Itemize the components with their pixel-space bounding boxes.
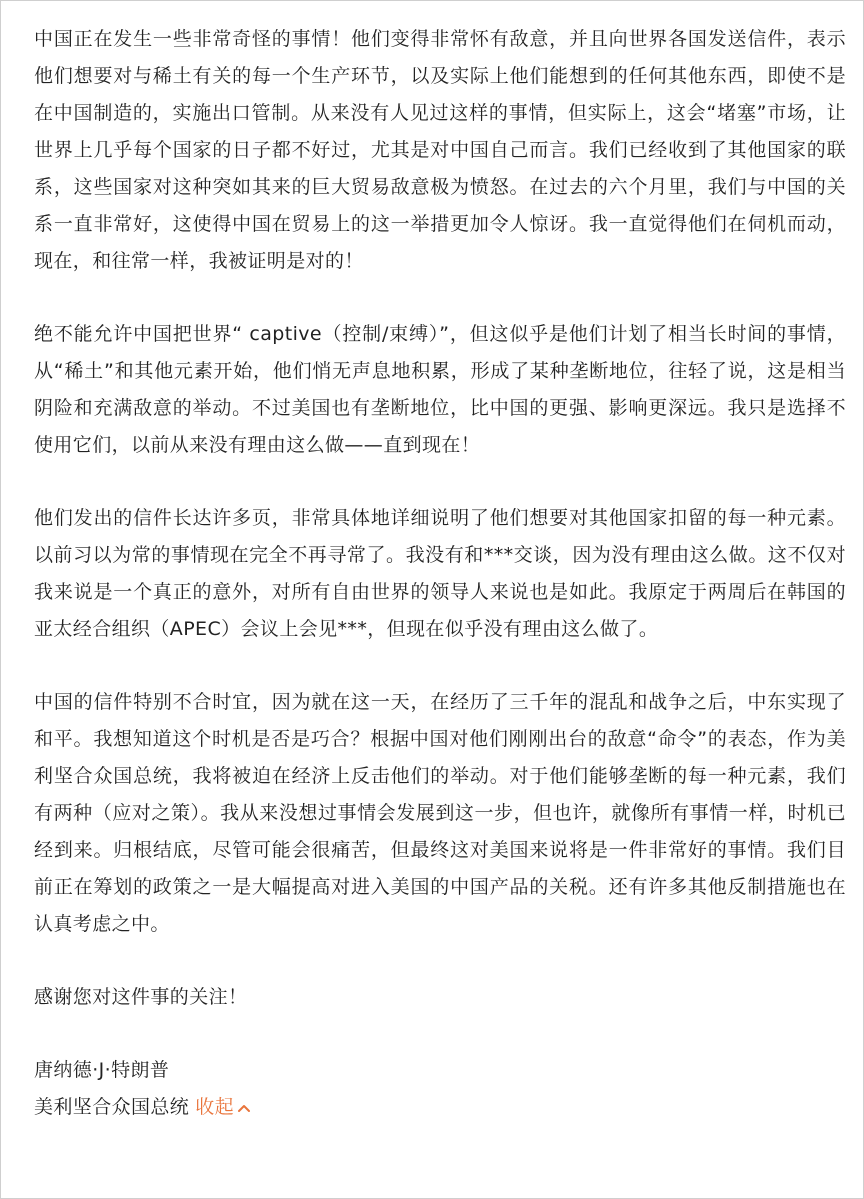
article-paragraph-5: 感谢您对这件事的关注！ [34,986,248,1008]
signature-line [34,1089,846,1126]
article-paragraph-4: 中国的信件特别不合时宜，因为就在这一天，在经历了三千年的混乱和战争之后，中东实现了和平。我想知道这个时机是否是巧合？根据中国对他们刚刚出台的敌意“命令”的表态，作为美利坚合众国总统，我将被迫在经济上反击他们的举动。对于他们能够垄断的每一种元素，我们有两种（应对之策）。我从来没想过事情会发展到这一步，但也许，就像所有事情一样，时机已经到来。归根结底，尽管可能会很痛苦，但最终这对美国来说将是一件非常好的事情。我们目前正在筹划的政策之一是大幅提高对进入美国的中国产品的关税。还有许多其他反制措施也在认真考虑之中。 [34,691,846,935]
collapse-label: 收起 [195,1096,235,1118]
signature-name: 唐纳德·J·特朗普 [34,1059,170,1081]
chevron-up-icon [237,1102,251,1114]
signature-title: 美利坚合众国总统 [34,1096,190,1118]
article-paragraph-3: 他们发出的信件长达许多页，非常具体地详细说明了他们想要对其他国家扣留的每一种元素。以前习以为常的事情现在完全不再寻常了。我没有和***交谈，因为没有理由这么做。这不仅对我来说是一个真正的意外，对所有自由世界的领导人来说也是如此。我原定于两周后在韩国的亚太经合组织（APEC）会议上会见***，但现在似乎没有理由这么做了。 [34,507,846,640]
article-paragraph-1: 中国正在发生一些非常奇怪的事情！他们变得非常怀有敌意，并且向世界各国发送信件，表示他们想要对与稀土有关的每一个生产环节，以及实际上他们能想到的任何其他东西，即使不是在中国制造的，实施出口管制。从来没有人见过这样的事情，但实际上，这会“堵塞”市场，让世界上几乎每个国家的日子都不好过，尤其是对中国自己而言。我们已经收到了其他国家的联系，这些国家对这种突如其来的巨大贸易敌意极为愤怒。在过去的六个月里，我们与中国的关系一直非常好，这使得中国在贸易上的这一举措更加令人惊讶。我一直觉得他们在伺机而动，现在，和往常一样，我被证明是对的！ [34,28,846,272]
collapse-button[interactable] [195,1089,251,1126]
article-paragraph-2: 绝不能允许中国把世界“ captive（控制/束缚）”，但这似乎是他们计划了相当长时间的事情，从“稀土”和其他元素开始，他们悄无声息地积累，形成了某种垄断地位，往轻了说，这是相当阴险和充满敌意的举动。不过美国也有垄断地位，比中国的更强、影响更深远。我只是选择不使用它们，以前从来没有理由这么做——直到现在！ [34,323,846,456]
article-body [34,21,846,1126]
